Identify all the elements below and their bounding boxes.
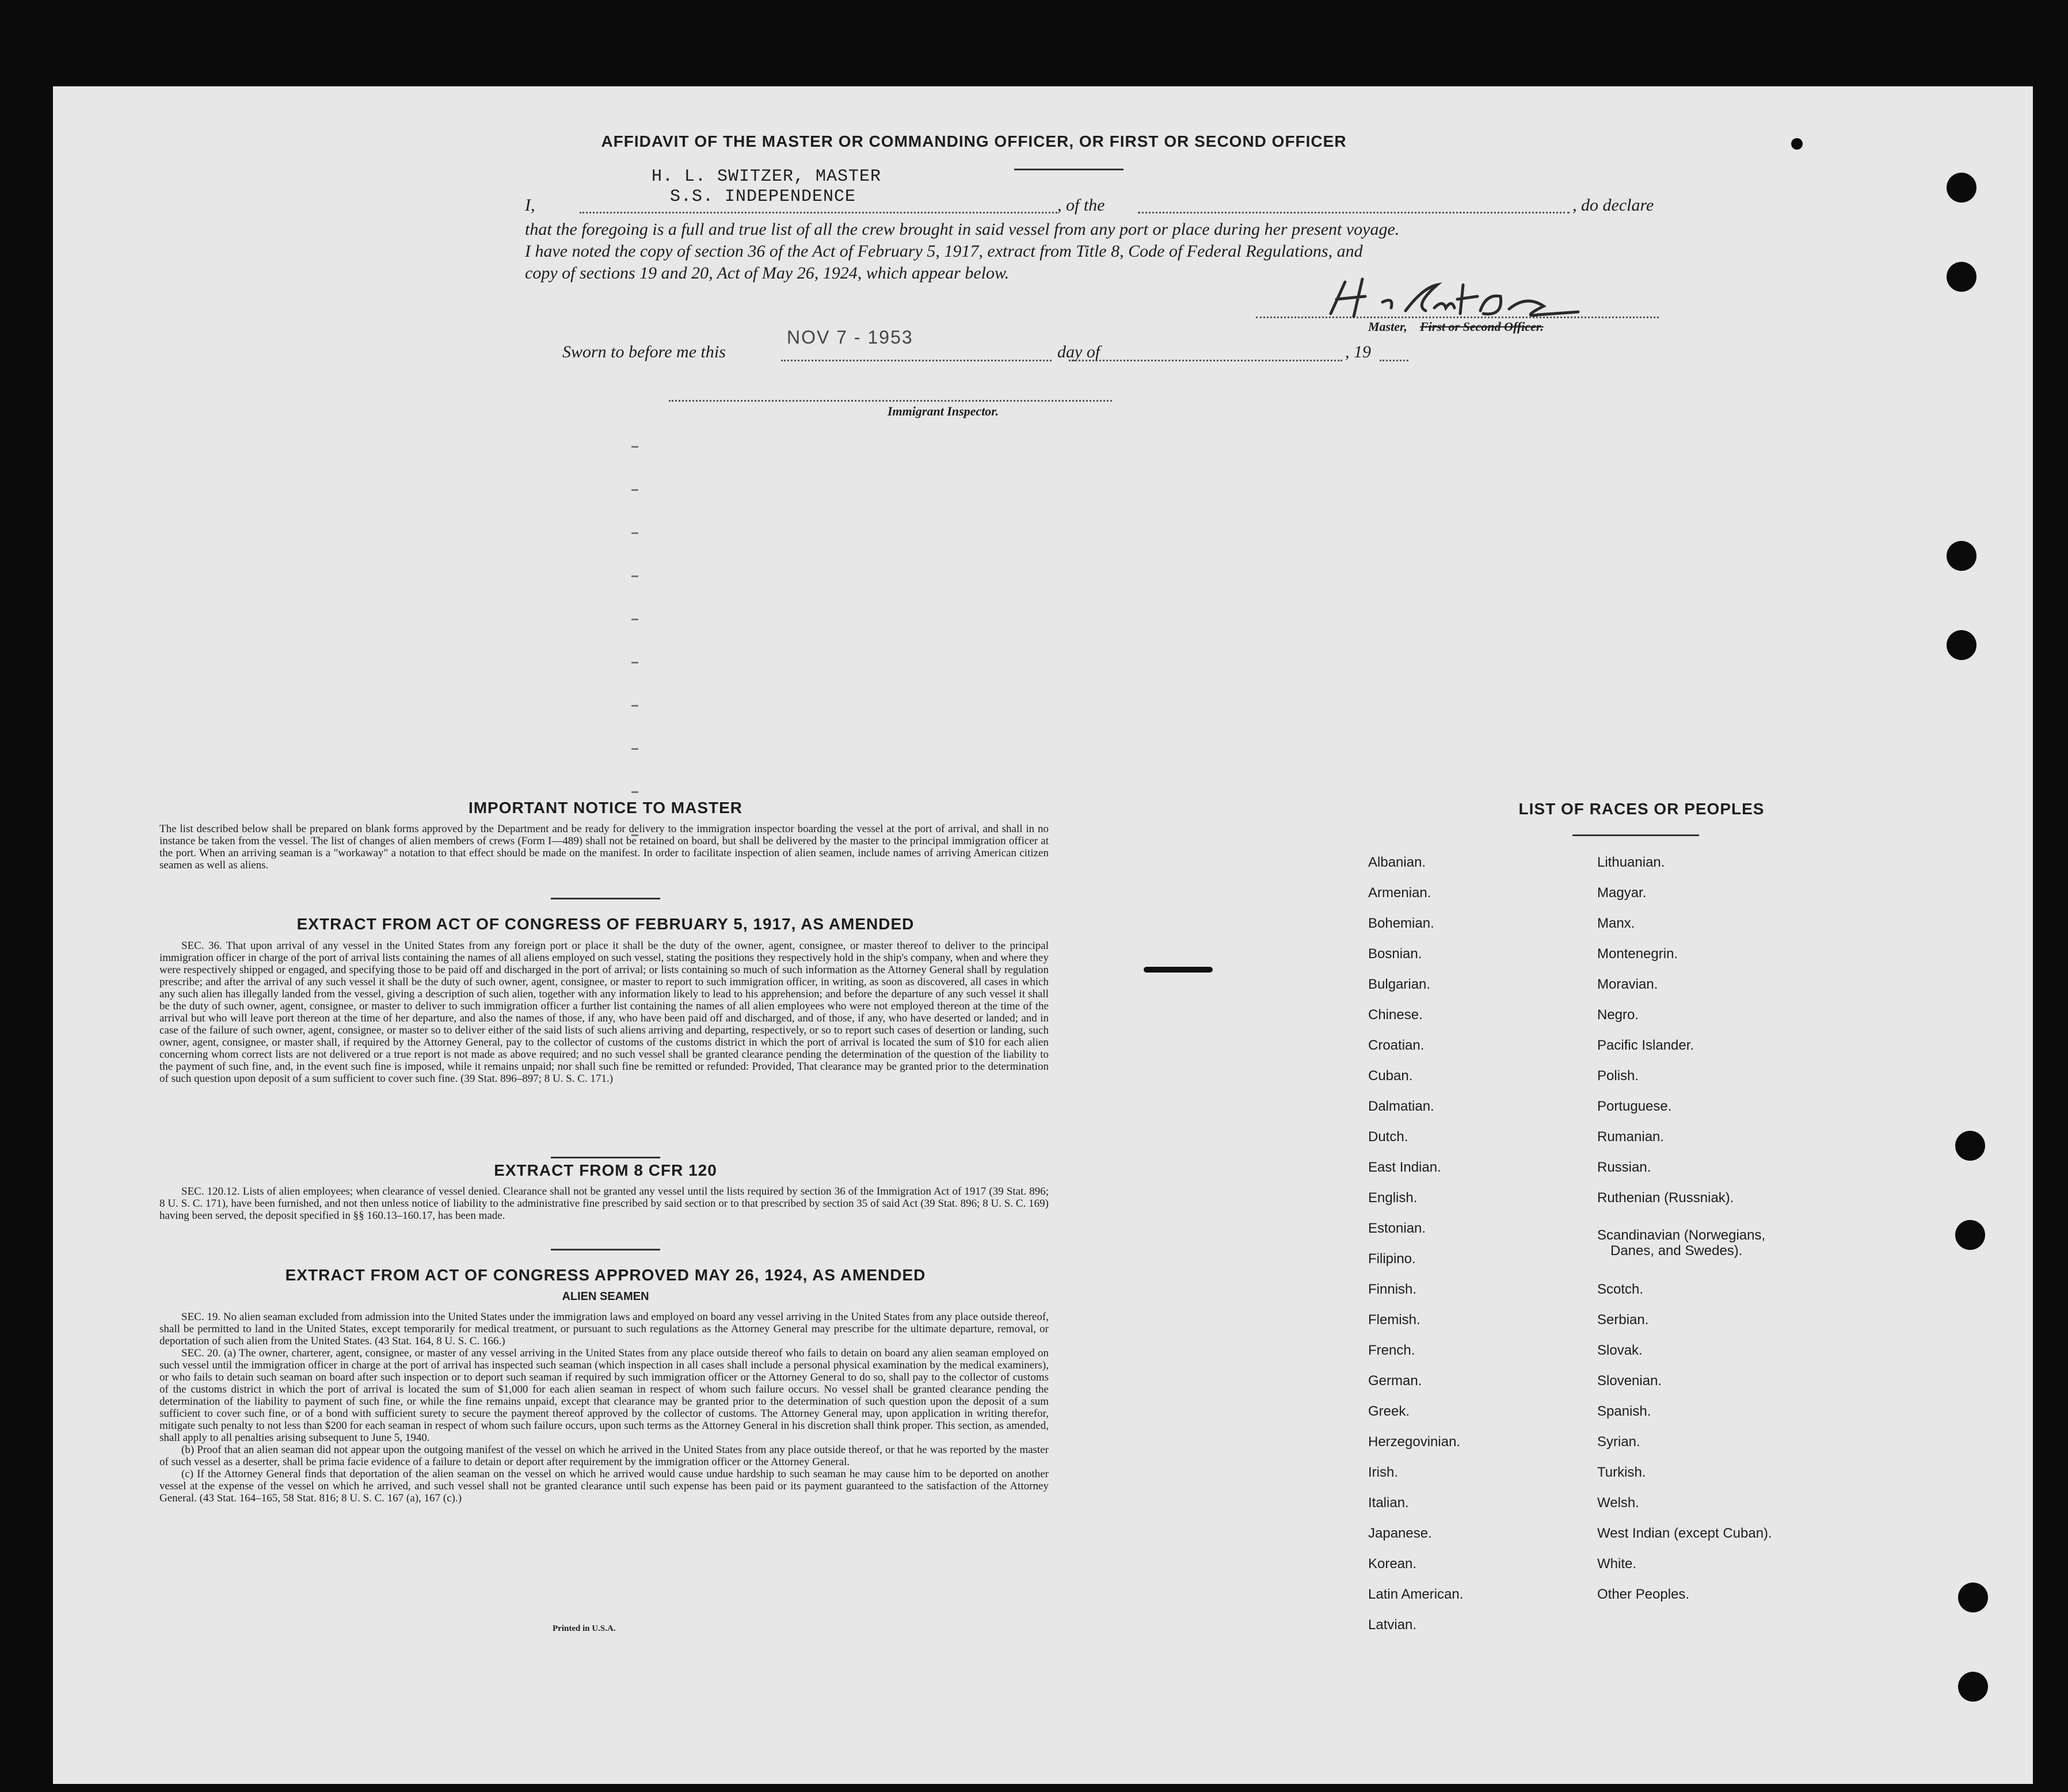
- race-right-24: White.: [1597, 1556, 1637, 1572]
- race-left-7: Croatian.: [1368, 1038, 1425, 1053]
- race-right-7: Pacific Islander.: [1597, 1038, 1694, 1053]
- sec-19: SEC. 19. No alien seaman excluded from admission into the United States under the immigration laws and employed on board any vessel arriving in the United States from any place outside thereof, shall be permitted to land in the United States, except temporarily for medical treatment, or pursuant to such regulations as the Attorney General may prescribe for the ultimate departure, removal, or deportation of such alien from the United States. (43 Stat. 164, 8 U. S. C. 166.): [159, 1311, 1049, 1347]
- alien-seamen-subtitle: ALIEN SEAMEN: [562, 1290, 649, 1303]
- race-left-4: Bosnian.: [1368, 946, 1422, 962]
- race-left-12: English.: [1368, 1190, 1418, 1206]
- inspector-line: [669, 400, 1112, 402]
- typed-vessel-name: S.S. INDEPENDENCE: [670, 187, 856, 207]
- margin-tick: [631, 619, 638, 620]
- affidavit-title: AFFIDAVIT OF THE MASTER OR COMMANDING OFFICER, OR FIRST OR SECOND OFFICER: [601, 132, 1347, 150]
- race-left-1: Albanian.: [1368, 855, 1426, 870]
- margin-tick: [631, 532, 638, 534]
- extract-cfr-rule: [551, 1249, 660, 1250]
- day-of-label: day of: [1057, 342, 1100, 361]
- races-title: LIST OF RACES OR PEOPLES: [1518, 800, 1765, 818]
- race-right-9: Portuguese.: [1597, 1099, 1672, 1114]
- ink-mark: [1144, 967, 1213, 973]
- race-left-10: Dutch.: [1368, 1129, 1408, 1145]
- document-page: [53, 86, 2033, 1784]
- typed-master-name: H. L. SWITZER, MASTER: [652, 167, 882, 186]
- extract-1917-body: SEC. 36. That upon arrival of any vessel in the United States from any foreign port or place it shall be the duty of the owner, agent, consignee, or master thereof to deliver to the principal immigration officer in charge of the port of arrival lists containing the names of all aliens employed on such vessel, stating the positions they respectively hold in the ship's company, when and where they were respectively shipped or engaged, and specifying those to be paid off and discharged in the port of arrival; or lists containing so much of such information as the Attorney General shall by regulation prescribe; and after the arrival of any such vessel it shall be the duty of such owner, agent, consignee, or master to report to such immigration officer, in writing, as soon as discovered, all cases in which any such alien has illegally landed from the vessel, giving a description of such alien, together with any information likely to lead to his apprehension; and before the departure of any such vessel it shall be the duty of such owner, agent, consignee, or master to deliver to such immigration officer a further list containing the names of all alien employees who were not employed thereon at the time of the arrival but who will leave port thereon at the time of her departure, and also the names of those, if any, who have been paid off and discharged, and of those, if any, who have deserted or landed; and in case of the failure of such owner, agent, consignee, or master so to deliver either of the said lists of such aliens arriving and departing, respectively, or so to report such cases of desertion or landing, such owner, agent, consignee, or master shall, if required by the Attorney General, pay to the collector of customs of the customs district in which the port of arrival is located the sum of $10 for each alien concerning whom correct lists are not delivered or a true report is not made as above required; and no such vessel shall be granted clearance pending the determination of the question of the liability to the payment of such fine, and, in the event such fine is imposed, while it remains unpaid; nor shall such fine be remitted or refunded: Provided, That clearance may be granted prior to the determination of such question upon deposit of a sum sufficient to cover such fine. (39 Stat. 896–897; 8 U. S. C. 171.): [159, 940, 1049, 1085]
- race-left-18: German.: [1368, 1373, 1422, 1389]
- printed-in-usa: Printed in U.S.A.: [553, 1624, 616, 1633]
- race-left-14: Filipino.: [1368, 1251, 1416, 1267]
- extract-cfr-title: EXTRACT FROM 8 CFR 120: [494, 1161, 717, 1179]
- sec-20a: SEC. 20. (a) The owner, charterer, agent, consignee, or master of any vessel arriving in the United States from any place outside thereof who fails to detain on board any alien seaman employed on such vessel until the immigration officer in charge at the port of arrival has inspected such seaman (which inspection in all cases shall include a personal physical examination by the medical examiners), or who fails to detain such seaman on board after such inspection or to deport such seaman if required by such immigration officer or the Attorney General to do so, shall pay to the collector of customs of the customs district in which the port of arrival is located the sum of $1,000 for each alien seaman in respect of whom such failure occurs. No vessel shall be granted clearance pending the determination of the liability to payment of such fine, or while the fine remains unpaid, except that clearance may be granted prior to the determination of such question upon the deposit of a sum sufficient to cover such fine, or of a bond with sufficient surety to secure the payment thereof approved by the collector of customs. The Attorney General may, upon application in writing therefor, mitigate such penalty to not less than $200 for each seaman in respect of whom such failure occurs, upon such terms as the Attorney General in his discretion shall think proper. This section, as amended, shall apply to all penalties arising subsequent to June 5, 1940.: [159, 1347, 1049, 1444]
- sworn-fill-line: [781, 360, 1052, 361]
- race-right-21: Turkish.: [1597, 1465, 1646, 1480]
- binder-hole: [1947, 541, 1976, 571]
- race-right-4: Montenegrin.: [1597, 946, 1678, 962]
- year-fill-line: [1380, 360, 1408, 361]
- race-right-18: Slovenian.: [1597, 1373, 1662, 1389]
- title-rule: [1014, 169, 1124, 170]
- extract-1924-body: [159, 1311, 1049, 1504]
- race-left-25: Latin American.: [1368, 1587, 1464, 1602]
- race-right-15: Scotch.: [1597, 1282, 1644, 1297]
- race-left-3: Bohemian.: [1368, 916, 1434, 931]
- race-left-24: Korean.: [1368, 1556, 1417, 1572]
- race-left-22: Italian.: [1368, 1495, 1409, 1511]
- binder-hole: [1955, 1131, 1985, 1161]
- binder-hole: [1947, 630, 1976, 660]
- race-right-10: Rumanian.: [1597, 1129, 1665, 1145]
- race-right-8: Polish.: [1597, 1068, 1639, 1084]
- race-right-11: Russian.: [1597, 1160, 1651, 1175]
- race-right-3: Manx.: [1597, 916, 1635, 931]
- race-right-19: Spanish.: [1597, 1404, 1651, 1419]
- of-the-label: , of the: [1057, 196, 1105, 215]
- race-right-17: Slovak.: [1597, 1343, 1643, 1358]
- i-label: I,: [525, 196, 535, 215]
- race-right-16: Serbian.: [1597, 1312, 1649, 1328]
- date-stamp: NOV 7 - 1953: [787, 327, 913, 348]
- sworn-label: Sworn to before me this: [562, 342, 726, 361]
- race-left-6: Chinese.: [1368, 1007, 1423, 1023]
- race-left-8: Cuban.: [1368, 1068, 1413, 1084]
- race-left-21: Irish.: [1368, 1465, 1399, 1480]
- affidavit-line-2: that the foregoing is a full and true list of all the crew brought in said vessel from any port or place during her present voyage.: [525, 220, 1400, 239]
- race-right-13: Scandinavian (Norwegians,: [1597, 1227, 1766, 1243]
- extract-1924-title: EXTRACT FROM ACT OF CONGRESS APPROVED MAY 26, 1924, AS AMENDED: [285, 1266, 926, 1284]
- margin-tick: [631, 575, 638, 577]
- race-right-5: Moravian.: [1597, 977, 1658, 992]
- notice-body: The list described below shall be prepared on blank forms approved by the Department and be ready for delivery to the immigration inspector boarding the vessel at the port of arrival, and shall in no instance be taken from the vessel. The list of changes of alien members of crews (Form I—489) shall not be retained on board, but shall be delivered by the master to the principal immigration officer at the port. When an arriving seaman is a "workaway" a notation to that effect should be made on the manifest. In order to facilitate inspection of alien seamen, include names of arriving American citizen seamen as well as aliens.: [159, 823, 1049, 871]
- affidavit-line-4: copy of sections 19 and 20, Act of May 26, 1924, which appear below.: [525, 264, 1010, 283]
- race-left-5: Bulgarian.: [1368, 977, 1431, 992]
- race-right-23: West Indian (except Cuban).: [1597, 1526, 1772, 1541]
- binder-hole: [1947, 173, 1976, 203]
- race-left-2: Armenian.: [1368, 885, 1431, 901]
- margin-tick: [631, 446, 638, 448]
- race-left-17: French.: [1368, 1343, 1415, 1358]
- binder-hole: [1958, 1672, 1988, 1702]
- race-right-6: Negro.: [1597, 1007, 1639, 1023]
- margin-tick: [631, 662, 638, 664]
- binder-hole: [1947, 262, 1976, 292]
- extract-1917-title: EXTRACT FROM ACT OF CONGRESS OF FEBRUARY 5, 1917, AS AMENDED: [296, 915, 915, 933]
- race-left-13: Estonian.: [1368, 1221, 1426, 1236]
- inspector-caption: Immigrant Inspector.: [888, 404, 999, 418]
- race-left-11: East Indian.: [1368, 1160, 1441, 1175]
- race-right-22: Welsh.: [1597, 1495, 1639, 1511]
- notice-rule: [551, 898, 660, 899]
- race-left-15: Finnish.: [1368, 1282, 1417, 1297]
- margin-tick: [631, 489, 638, 491]
- race-right-20: Syrian.: [1597, 1434, 1640, 1450]
- extract-cfr-body: SEC. 120.12. Lists of alien employees; when clearance of vessel denied. Clearance shall not be granted any vessel until the lists required by section 36 of the Immigration Act of 1917 (39 Stat. 896; 8 U. S. C. 171), have been furnished, and not then unless notice of liability to the administrative fine prescribed by said section or to that prescribed by section 35 of said Act (39 Stat. 896; 8 U. S. C. 169) having been served, the deposit specified in §§ 160.13–160.17, has been made.: [159, 1185, 1049, 1222]
- sec-20b: (b) Proof that an alien seaman did not appear upon the outgoing manifest of the vessel on which he arrived in the United States from any place outside thereof, or that he was reported by the master of such vessel as a deserter, shall be prima facie evidence of a failure to detain or deport after requirement by the immigration officer or the Attorney General.: [159, 1444, 1049, 1468]
- race-left-20: Herzegovinian.: [1368, 1434, 1461, 1450]
- race-right-12: Ruthenian (Russniak).: [1597, 1190, 1734, 1206]
- race-left-9: Dalmatian.: [1368, 1099, 1434, 1114]
- race-right-14: Danes, and Swedes).: [1610, 1243, 1743, 1259]
- sec-20c: (c) If the Attorney General finds that deportation of the alien seaman on the vessel on which he arrived would cause undue hardship to such seaman he may cause him to be deported on another vessel at the expense of the vessel on which he arrived, and such vessel shall not be granted clearance until such expense has been paid or its payment guaranteed to the satisfaction of the Attorney General. (43 Stat. 164–165, 58 Stat. 816; 8 U. S. C. 167 (a), 167 (c).): [159, 1468, 1049, 1504]
- margin-tick: [631, 748, 638, 750]
- extract-1917-rule: [551, 1157, 660, 1158]
- name-fill-line: [580, 212, 1057, 213]
- month-fill-line: [1069, 360, 1342, 361]
- year-label: , 19: [1345, 342, 1371, 361]
- do-declare-label: , do declare: [1572, 196, 1654, 215]
- small-hole: [1791, 138, 1803, 150]
- race-left-23: Japanese.: [1368, 1526, 1432, 1541]
- margin-tick: [631, 791, 638, 793]
- signature-caption-master: Master,: [1368, 319, 1407, 334]
- race-left-16: Flemish.: [1368, 1312, 1420, 1328]
- races-rule: [1572, 834, 1699, 836]
- vessel-fill-line: [1138, 212, 1570, 213]
- signature-caption-struck: First or Second Officer.: [1420, 319, 1544, 334]
- race-right-2: Magyar.: [1597, 885, 1647, 901]
- binder-hole: [1955, 1220, 1985, 1250]
- race-left-19: Greek.: [1368, 1404, 1410, 1419]
- race-right-1: Lithuanian.: [1597, 855, 1665, 870]
- margin-tick: [631, 705, 638, 707]
- race-right-25: Other Peoples.: [1597, 1587, 1690, 1602]
- binder-hole: [1958, 1583, 1988, 1612]
- race-left-26: Latvian.: [1368, 1617, 1417, 1633]
- affidavit-line-3: I have noted the copy of section 36 of the Act of February 5, 1917, extract from Title 8, Code of Federal Regulations, and: [525, 242, 1363, 261]
- signature-image: [1319, 268, 1618, 325]
- notice-title: IMPORTANT NOTICE TO MASTER: [468, 799, 743, 817]
